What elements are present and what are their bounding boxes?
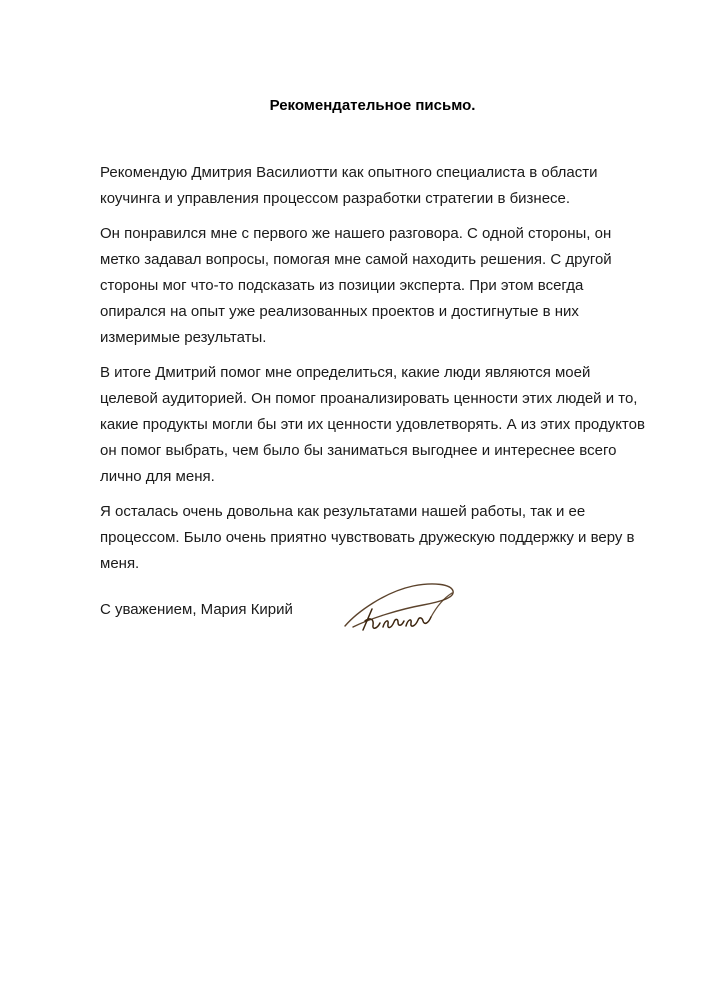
document-title: Рекомендательное письмо. <box>269 97 476 114</box>
paragraph: Он понравился мне с первого же нашего разговора. С одной стороны, он метко задавал вопросы, помогая мне самой находить решения. С другой стороны мог что-то подсказать из позиции эксперта. При этом всегда опирался на опыт уже реализованных проектов и достигнутые в них измеримые результаты. <box>100 225 612 346</box>
paragraph: В итоге Дмитрий помог мне определиться, какие люди являются моей целевой аудиторией. Он помог проанализировать ценности этих людей и то, какие продукты могли бы эти их ценности удовлетворять. А из этих продуктов он помог выбрать, чем было бы заниматься выгоднее и интереснее всего лично для меня. <box>100 364 645 485</box>
handwritten-signature-icon <box>341 576 459 636</box>
paragraph: Рекомендую Дмитрия Василиотти как опытного специалиста в области коучинга и управления процессом разработки стратегии в бизнесе. <box>100 164 598 207</box>
paragraph: Я осталась очень довольна как результатами нашей работы, так и ее процессом. Было очень приятно чувствовать дружескую поддержку и веру в меня. <box>100 503 635 572</box>
closing-line: С уважением, Мария Кирий <box>100 601 293 618</box>
signature-block <box>100 597 645 657</box>
document-body <box>100 160 645 577</box>
